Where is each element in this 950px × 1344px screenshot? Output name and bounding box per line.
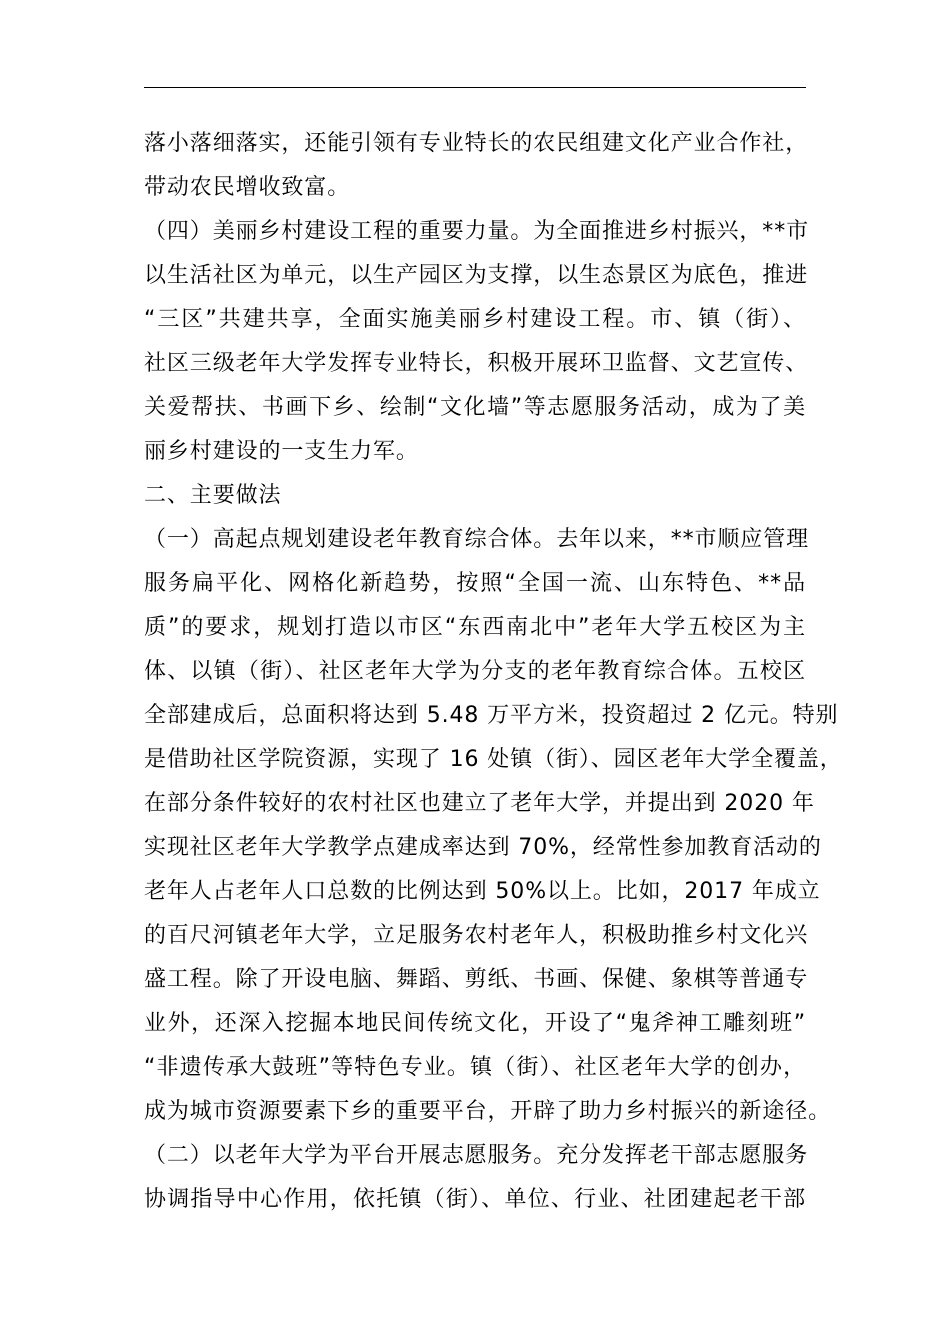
text-line: 的百尺河镇老年大学，立足服务农村老年人，积极助推乡村文化兴 <box>144 923 809 948</box>
text-line: 丽乡村建设的一支生力军。 <box>144 439 419 464</box>
text-line: （一）高起点规划建设老年教育综合体。去年以来，**市顺应管理 <box>144 527 810 552</box>
text-line: 落小落细落实，还能引领有专业特长的农民组建文化产业合作社， <box>144 131 809 156</box>
text-line: 全部建成后，总面积将达到 5.48 万平方米，投资超过 2 亿元。特别 <box>144 703 839 728</box>
text-line: （二）以老年大学为平台开展志愿服务。充分发挥老干部志愿服务 <box>144 1143 809 1168</box>
text-line: 盛工程。除了开设电脑、舞蹈、剪纸、书画、保健、象棋等普通专 <box>144 967 809 992</box>
header-rule <box>144 87 806 88</box>
text-line: 带动农民增收致富。 <box>144 175 351 200</box>
text-line: 服务扁平化、网格化新趋势，按照“全国一流、山东特色、**品 <box>144 571 806 596</box>
body-text <box>144 122 843 1222</box>
text-line: 老年人占老年人口总数的比例达到 50%以上。比如，2017 年成立 <box>144 879 821 904</box>
text-line: 协调指导中心作用，依托镇（街）、单位、行业、社团建起老干部 <box>144 1187 806 1212</box>
text-line: 在部分条件较好的农村社区也建立了老年大学，并提出到 2020 年 <box>144 791 815 816</box>
text-line: （四）美丽乡村建设工程的重要力量。为全面推进乡村振兴，**市 <box>144 219 810 244</box>
section-heading: 二、主要做法 <box>144 483 282 508</box>
text-line: 体、以镇（街）、社区老年大学为分支的老年教育综合体。五校区 <box>144 659 806 684</box>
text-line: “非遗传承大鼓班”等特色专业。镇（街）、社区老年大学的创办， <box>144 1055 806 1080</box>
text-line: 业外，还深入挖掘本地民间传统文化，开设了“鬼斧神工雕刻班” <box>144 1011 806 1036</box>
text-line: 关爱帮扶、书画下乡、绘制“文化墙”等志愿服务活动，成为了美 <box>144 395 806 420</box>
text-line: 实现社区老年大学教学点建成率达到 70%，经常性参加教育活动的 <box>144 835 822 860</box>
text-line: 质”的要求，规划打造以市区“东西南北中”老年大学五校区为主 <box>144 615 806 640</box>
text-line: 是借助社区学院资源，实现了 16 处镇（街）、园区老年大学全覆盖， <box>144 747 843 772</box>
text-line: 成为城市资源要素下乡的重要平台，开辟了助力乡村振兴的新途径。 <box>144 1099 832 1124</box>
text-line: 以生活社区为单元，以生产园区为支撑，以生态景区为底色，推进 <box>144 263 809 288</box>
text-line: “三区”共建共享，全面实施美丽乡村建设工程。市、镇（街）、 <box>144 307 806 332</box>
text-line: 社区三级老年大学发挥专业特长，积极开展环卫监督、文艺宣传、 <box>144 351 809 376</box>
